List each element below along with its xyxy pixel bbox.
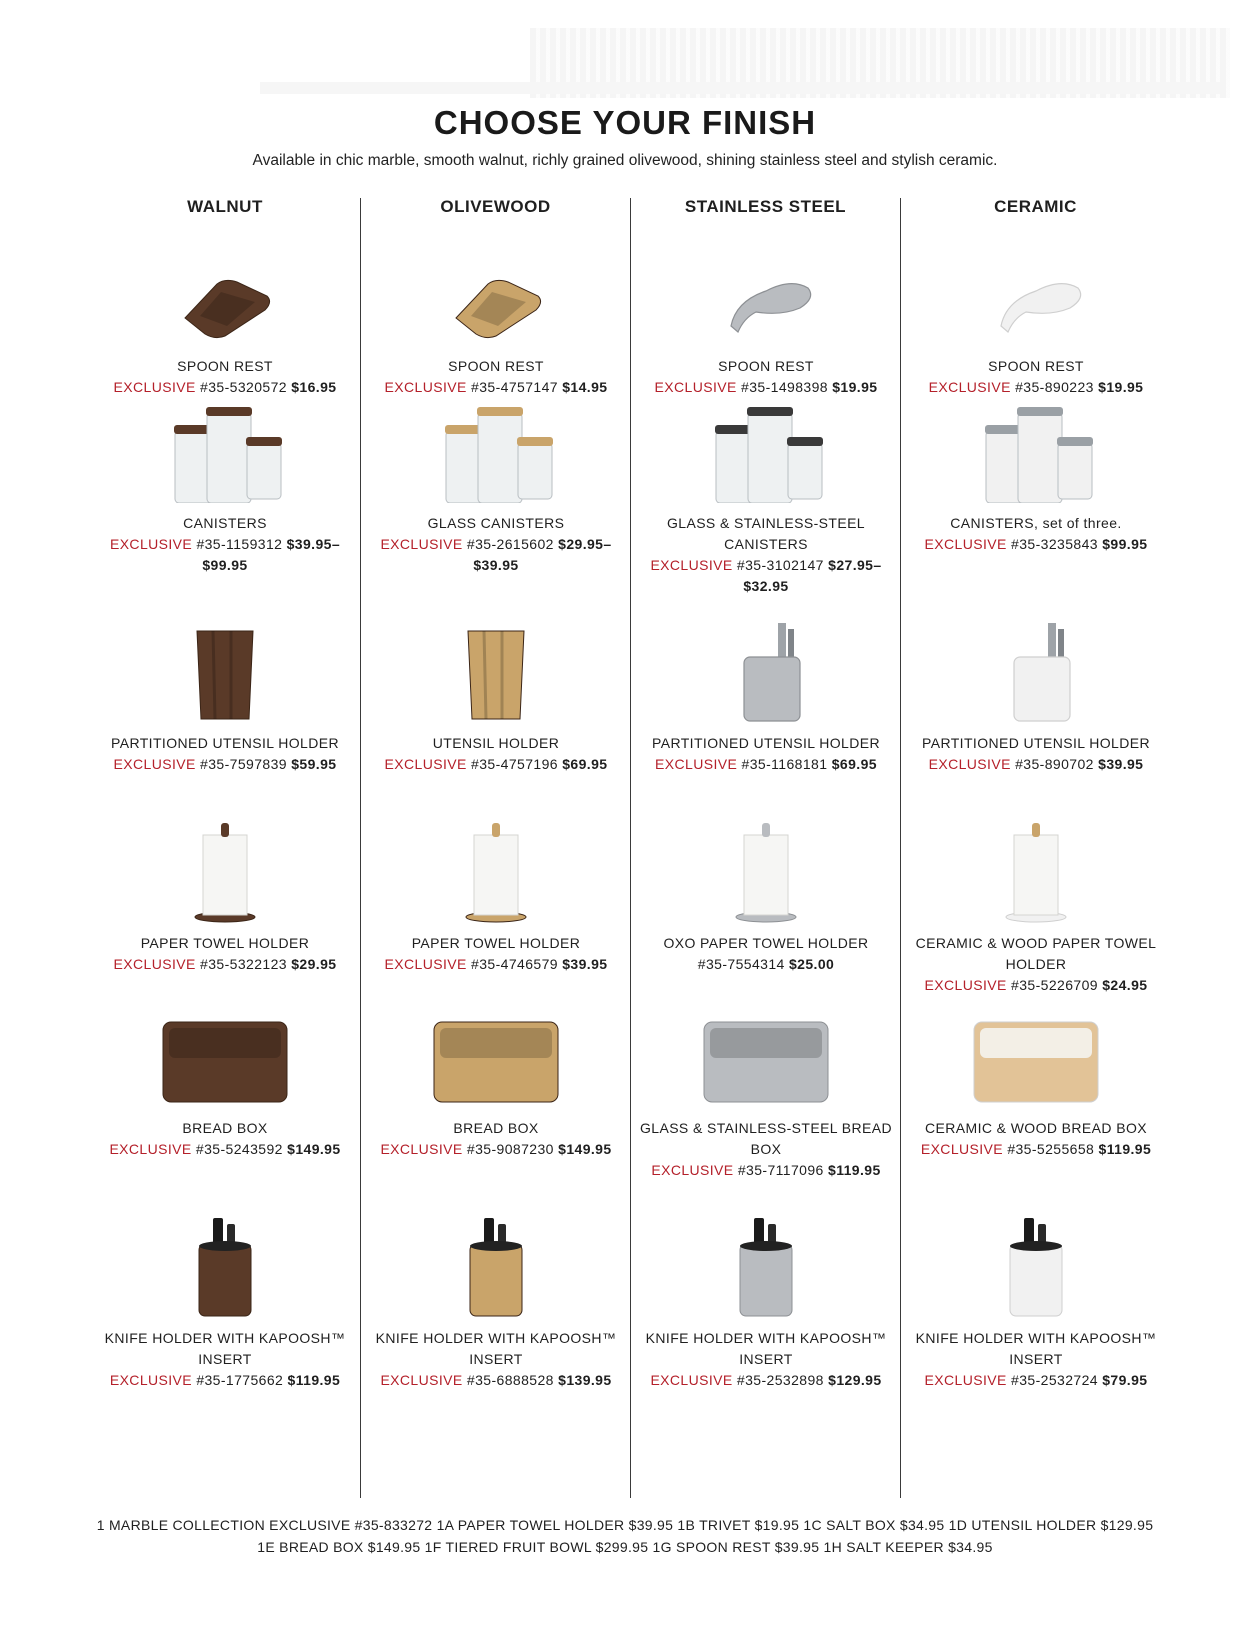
product-sku-line — [361, 377, 631, 398]
exclusive-label: EXCLUSIVE — [928, 756, 1016, 772]
product-name-line — [90, 356, 360, 377]
product-sku: #35-4757147 — [471, 379, 563, 395]
product-image[interactable] — [901, 403, 1171, 503]
finish-column-walnut — [90, 198, 360, 1498]
finish-column-olivewood — [360, 198, 630, 1498]
product-caption — [361, 513, 631, 576]
product-card[interactable] — [901, 1218, 1171, 1391]
product-sku-line — [361, 954, 631, 975]
product-price: $149.95 — [287, 1141, 341, 1157]
product-caption — [90, 733, 360, 775]
product-caption — [90, 356, 360, 398]
product-name-line — [90, 513, 360, 534]
exclusive-label: EXCLUSIVE — [113, 956, 201, 972]
product-image[interactable] — [90, 403, 360, 503]
exclusive-label: EXCLUSIVE — [928, 379, 1016, 395]
product-caption — [631, 1328, 901, 1391]
product-sku: #35-1168181 — [741, 756, 832, 772]
product-price: $14.95 — [562, 379, 608, 395]
column-heading: STAINLESS STEEL — [684, 197, 847, 216]
product-image[interactable] — [361, 623, 631, 723]
product-card[interactable] — [90, 823, 360, 975]
product-caption — [901, 356, 1171, 398]
product-name-line — [631, 733, 901, 754]
product-name-line — [90, 933, 360, 954]
page-subtitle: Available in chic marble, smooth walnut, richly grained olivewood, shining stainless steel and stylish ceramic. — [252, 152, 998, 169]
product-name: GLASS CANISTERS — [427, 515, 565, 531]
product-sku-line — [901, 377, 1171, 398]
product-card[interactable] — [361, 246, 631, 398]
product-name-line — [361, 356, 631, 377]
product-sku: #35-4757196 — [471, 756, 563, 772]
product-price: $139.95 — [558, 1372, 612, 1388]
column-heading: CERAMIC — [994, 197, 1077, 216]
product-sku-line — [631, 555, 901, 597]
product-image[interactable] — [901, 823, 1171, 923]
product-caption — [631, 1118, 901, 1181]
product-name-line — [90, 1118, 360, 1139]
finish-column-steel — [630, 198, 900, 1498]
product-sku-line — [361, 754, 631, 775]
product-sku: #35-890223 — [1015, 379, 1099, 395]
exclusive-label: EXCLUSIVE — [380, 1141, 467, 1157]
product-price: $119.95 — [828, 1162, 881, 1178]
product-name: PARTITIONED UTENSIL HOLDER — [652, 735, 880, 751]
product-name: SPOON REST — [718, 358, 814, 374]
exclusive-label: EXCLUSIVE — [109, 1141, 196, 1157]
product-price: $59.95 — [291, 756, 337, 772]
product-caption — [361, 356, 631, 398]
product-sku-line — [631, 1160, 901, 1181]
product-price: $39.95 — [1098, 756, 1144, 772]
product-sku-line — [361, 534, 631, 576]
product-sku: #35-2615602 — [466, 536, 559, 552]
product-caption — [90, 1328, 360, 1391]
product-image[interactable] — [90, 623, 360, 723]
product-price: $19.95 — [832, 379, 878, 395]
product-name: KNIFE HOLDER WITH KAPOOSH™ INSERT — [375, 1330, 617, 1367]
product-image[interactable] — [90, 1218, 360, 1318]
product-sku-line — [90, 754, 360, 775]
product-card[interactable] — [631, 1008, 901, 1181]
product-caption — [361, 733, 631, 775]
product-card[interactable] — [361, 623, 631, 775]
exclusive-label: EXCLUSIVE — [924, 1372, 1012, 1388]
product-name: CERAMIC & WOOD PAPER TOWEL HOLDER — [915, 935, 1157, 972]
product-image[interactable] — [361, 1218, 631, 1318]
product-card[interactable] — [361, 823, 631, 975]
product-image[interactable] — [631, 403, 901, 503]
product-image[interactable] — [90, 246, 360, 346]
product-sku-line — [901, 534, 1171, 555]
product-name-line — [361, 933, 631, 954]
product-price: $24.95 — [1102, 977, 1148, 993]
product-price: $119.95 — [1098, 1141, 1152, 1157]
product-name-line — [361, 513, 631, 534]
product-price: $79.95 — [1102, 1372, 1148, 1388]
product-sku: #35-7554314 — [697, 956, 789, 972]
product-image[interactable] — [90, 823, 360, 923]
product-price: $129.95 — [828, 1372, 882, 1388]
exclusive-label: EXCLUSIVE — [920, 1141, 1008, 1157]
product-name-line — [90, 733, 360, 754]
product-name: SPOON REST — [448, 358, 544, 374]
product-sku-line — [361, 1370, 631, 1391]
product-name: UTENSIL HOLDER — [432, 735, 560, 751]
product-sku-line — [631, 1370, 901, 1391]
product-sku: #35-3235843 — [1011, 536, 1103, 552]
finish-grid — [90, 198, 1170, 1498]
exclusive-label: EXCLUSIVE — [113, 756, 201, 772]
exclusive-label: EXCLUSIVE — [924, 536, 1012, 552]
exclusive-label: EXCLUSIVE — [654, 379, 742, 395]
exclusive-label: EXCLUSIVE — [384, 956, 472, 972]
page-title: CHOOSE YOUR FINISH — [433, 104, 817, 141]
product-card[interactable] — [361, 1218, 631, 1391]
product-name: CERAMIC & WOOD BREAD BOX — [925, 1120, 1147, 1136]
product-name: PARTITIONED UTENSIL HOLDER — [922, 735, 1150, 751]
product-caption — [361, 1328, 631, 1391]
exclusive-label: EXCLUSIVE — [109, 536, 197, 552]
product-caption — [901, 513, 1171, 555]
product-sku-line — [90, 534, 360, 576]
product-caption — [901, 1118, 1171, 1160]
product-name: CANISTERS — [183, 515, 267, 531]
product-caption — [631, 356, 901, 398]
product-image[interactable] — [901, 1008, 1171, 1108]
column-heading: WALNUT — [187, 197, 263, 216]
exclusive-label: EXCLUSIVE — [384, 756, 472, 772]
product-sku: #35-5320572 — [200, 379, 292, 395]
marble-line-1: 1 MARBLE COLLECTION EXCLUSIVE #35-833272 1A PAPER TOWEL HOLDER $39.95 1B TRIVET $19.95 1C SALT BOX $34.95 1D UTENSIL HOLDER $129.95 — [96, 1517, 1154, 1533]
product-sku-line — [90, 1370, 360, 1391]
product-image[interactable] — [631, 1218, 901, 1318]
product-card[interactable] — [90, 623, 360, 775]
product-name-line — [901, 933, 1171, 975]
marble-collection-footer — [0, 1514, 1250, 1558]
product-caption — [361, 933, 631, 975]
exclusive-label: EXCLUSIVE — [113, 379, 201, 395]
product-name-line — [361, 1118, 631, 1139]
product-image[interactable] — [901, 623, 1171, 723]
exclusive-label: EXCLUSIVE — [655, 756, 742, 772]
product-card[interactable] — [901, 403, 1171, 555]
product-name: PARTITIONED UTENSIL HOLDER — [111, 735, 339, 751]
product-sku: #35-5322123 — [200, 956, 292, 972]
product-sku: #35-9087230 — [466, 1141, 559, 1157]
product-name-line — [901, 356, 1171, 377]
product-sku-line — [361, 1139, 631, 1160]
exclusive-label: EXCLUSIVE — [650, 557, 737, 573]
product-name: PAPER TOWEL HOLDER — [140, 935, 310, 951]
product-sku-line — [901, 975, 1171, 996]
product-card[interactable] — [631, 1218, 901, 1391]
product-name-line — [631, 933, 901, 954]
product-price: $29.95–$39.95 — [473, 536, 612, 573]
product-caption — [90, 513, 360, 576]
product-name-line — [901, 733, 1171, 754]
product-price: $29.95 — [291, 956, 337, 972]
product-name-line — [631, 1328, 901, 1370]
product-sku: #35-5226709 — [1011, 977, 1103, 993]
product-sku: #35-4746579 — [471, 956, 563, 972]
product-card[interactable] — [90, 1008, 360, 1160]
product-price: $39.95–$99.95 — [202, 536, 341, 573]
product-card[interactable] — [631, 246, 901, 398]
product-sku-line — [631, 954, 901, 975]
product-image[interactable] — [90, 1008, 360, 1108]
product-sku: #35-5243592 — [195, 1141, 288, 1157]
exclusive-label: EXCLUSIVE — [109, 1372, 197, 1388]
product-name-line — [631, 513, 901, 555]
product-card[interactable] — [901, 246, 1171, 398]
product-sku-line — [901, 1370, 1171, 1391]
exclusive-label: EXCLUSIVE — [650, 1372, 737, 1388]
product-sku-line — [631, 754, 901, 775]
product-sku: #35-2532898 — [736, 1372, 829, 1388]
product-name: BREAD BOX — [453, 1120, 539, 1136]
product-card[interactable] — [631, 403, 901, 597]
product-name: PAPER TOWEL HOLDER — [411, 935, 581, 951]
product-caption — [361, 1118, 631, 1160]
product-price: $19.95 — [1098, 379, 1144, 395]
product-caption — [90, 933, 360, 975]
product-name: KNIFE HOLDER WITH KAPOOSH™ INSERT — [645, 1330, 887, 1367]
product-price: $149.95 — [558, 1141, 612, 1157]
exclusive-label: EXCLUSIVE — [651, 1162, 738, 1178]
product-price: $69.95 — [562, 756, 608, 772]
product-name: SPOON REST — [177, 358, 273, 374]
product-sku: #35-1775662 — [196, 1372, 288, 1388]
product-card[interactable] — [631, 823, 901, 975]
product-sku: #35-1159312 — [196, 536, 287, 552]
product-name-line — [901, 1328, 1171, 1370]
product-name-line — [631, 1118, 901, 1160]
marble-line-2: 1E BREAD BOX $149.95 1F TIERED FRUIT BOWL $299.95 1G SPOON REST $39.95 1H SALT KEEPER $34.95 — [257, 1539, 993, 1555]
product-name: SPOON REST — [988, 358, 1084, 374]
product-sku: #35-7597839 — [200, 756, 292, 772]
product-sku: #35-7117096 — [737, 1162, 829, 1178]
product-name: CANISTERS, set of three. — [950, 515, 1122, 531]
finish-column-ceramic — [900, 198, 1170, 1498]
product-image[interactable] — [361, 823, 631, 923]
product-card[interactable] — [361, 403, 631, 576]
product-name-line — [90, 1328, 360, 1370]
product-image[interactable] — [631, 823, 901, 923]
product-sku: #35-6888528 — [466, 1372, 559, 1388]
product-card[interactable] — [901, 623, 1171, 775]
exclusive-label: EXCLUSIVE — [380, 1372, 467, 1388]
product-name: GLASS & STAINLESS-STEEL BREAD BOX — [639, 1120, 892, 1157]
product-price: $27.95–$32.95 — [743, 557, 882, 594]
product-card[interactable] — [90, 403, 360, 576]
product-sku-line — [90, 954, 360, 975]
product-name: OXO PAPER TOWEL HOLDER — [663, 935, 869, 951]
product-image[interactable] — [631, 1008, 901, 1108]
product-caption — [901, 933, 1171, 996]
product-name-line — [901, 513, 1171, 534]
product-sku-line — [90, 1139, 360, 1160]
product-name-line — [631, 356, 901, 377]
product-card[interactable] — [361, 1008, 631, 1160]
product-sku: #35-890702 — [1015, 756, 1099, 772]
product-name-line — [361, 1328, 631, 1370]
product-card[interactable] — [90, 246, 360, 398]
product-price: $25.00 — [788, 956, 835, 972]
product-image[interactable] — [361, 246, 631, 346]
product-price: $16.95 — [291, 379, 337, 395]
product-card[interactable] — [90, 1218, 360, 1391]
product-sku: #35-1498398 — [741, 379, 833, 395]
product-caption — [901, 733, 1171, 775]
product-sku-line — [901, 1139, 1171, 1160]
product-sku: #35-2532724 — [1011, 1372, 1103, 1388]
product-sku: #35-5255658 — [1007, 1141, 1099, 1157]
product-name: GLASS & STAINLESS-STEEL CANISTERS — [666, 515, 865, 552]
product-card[interactable] — [901, 823, 1171, 996]
product-card[interactable] — [631, 623, 901, 775]
product-image[interactable] — [901, 1218, 1171, 1318]
product-price: $69.95 — [831, 756, 877, 772]
product-name-line — [901, 1118, 1171, 1139]
product-sku-line — [631, 377, 901, 398]
exclusive-label: EXCLUSIVE — [380, 536, 467, 552]
exclusive-label: EXCLUSIVE — [384, 379, 472, 395]
exclusive-label: EXCLUSIVE — [924, 977, 1012, 993]
product-price: $99.95 — [1102, 536, 1148, 552]
product-image[interactable] — [901, 246, 1171, 346]
product-caption — [901, 1328, 1171, 1391]
product-price: $119.95 — [287, 1372, 341, 1388]
product-card[interactable] — [901, 1008, 1171, 1160]
product-price: $39.95 — [562, 956, 608, 972]
product-caption — [631, 513, 901, 597]
product-image[interactable] — [631, 623, 901, 723]
product-sku-line — [90, 377, 360, 398]
faded-background-text — [260, 82, 1220, 94]
product-name: BREAD BOX — [182, 1120, 268, 1136]
product-image[interactable] — [361, 1008, 631, 1108]
product-name: KNIFE HOLDER WITH KAPOOSH™ INSERT — [915, 1330, 1157, 1367]
product-image[interactable] — [631, 246, 901, 346]
product-caption — [90, 1118, 360, 1160]
product-name: KNIFE HOLDER WITH KAPOOSH™ INSERT — [104, 1330, 346, 1367]
product-sku: #35-3102147 — [736, 557, 829, 573]
product-name-line — [361, 733, 631, 754]
product-caption — [631, 733, 901, 775]
product-sku-line — [901, 754, 1171, 775]
product-image[interactable] — [361, 403, 631, 503]
product-caption — [631, 933, 901, 975]
column-heading: OLIVEWOOD — [440, 197, 551, 216]
